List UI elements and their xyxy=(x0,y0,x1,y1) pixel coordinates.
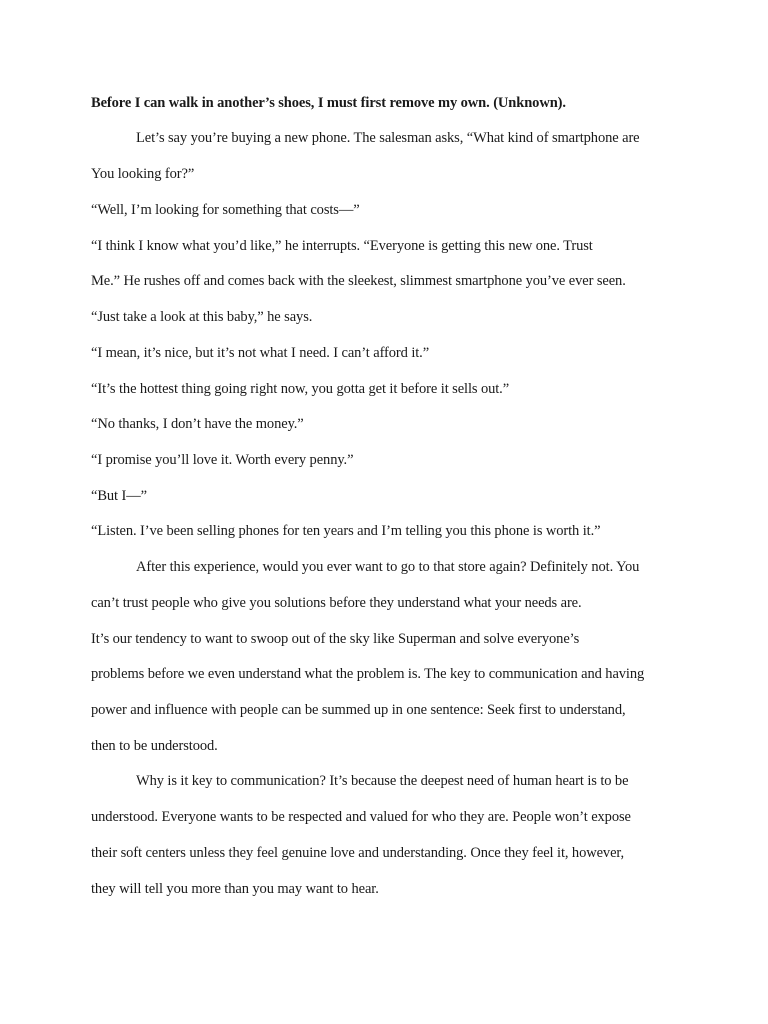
document-title: Before I can walk in another’s shoes, I must first remove my own. (Unknown). xyxy=(91,95,566,111)
dialogue-line: Me.” He rushes off and comes back with the sleekest, slimmest smartphone you’ve ever seen. xyxy=(91,273,626,289)
dialogue-line: “No thanks, I don’t have the money.” xyxy=(91,416,304,432)
dialogue-line: “I think I know what you’d like,” he interrupts. “Everyone is getting this new one. Trust xyxy=(91,238,593,254)
paragraph-line: It’s our tendency to want to swoop out of the sky like Superman and solve everyone’s xyxy=(91,631,580,647)
dialogue-line: “But I—” xyxy=(91,488,147,504)
paragraph-line: their soft centers unless they feel genuine love and understanding. Once they feel it, however, xyxy=(91,845,625,861)
dialogue-line: “It’s the hottest thing going right now, you gotta get it before it sells out.” xyxy=(91,381,510,397)
dialogue-line: “Well, I’m looking for something that costs—” xyxy=(91,202,360,218)
dialogue-line: “Listen. I’ve been selling phones for ten years and I’m telling you this phone is worth it.” xyxy=(91,523,601,539)
paragraph-line: Let’s say you’re buying a new phone. The salesman asks, “What kind of smartphone are xyxy=(136,130,640,146)
dialogue-line: “I promise you’ll love it. Worth every penny.” xyxy=(91,452,354,468)
dialogue-line: “I mean, it’s nice, but it’s not what I need. I can’t afford it.” xyxy=(91,345,430,361)
paragraph-line: problems before we even understand what the problem is. The key to communication and having xyxy=(91,666,645,682)
paragraph-line: can’t trust people who give you solutions before they understand what your needs are. xyxy=(91,595,582,611)
paragraph-line: power and influence with people can be summed up in one sentence: Seek first to understand, xyxy=(91,702,626,718)
paragraph-line: Why is it key to communication? It’s because the deepest need of human heart is to be xyxy=(136,773,629,789)
paragraph-line: You looking for?” xyxy=(91,166,195,182)
paragraph-line: After this experience, would you ever want to go to that store again? Definitely not. You xyxy=(136,559,640,575)
dialogue-line: “Just take a look at this baby,” he says. xyxy=(91,309,313,325)
paragraph-line: then to be understood. xyxy=(91,738,218,754)
paragraph-line: they will tell you more than you may want to hear. xyxy=(91,881,379,897)
paragraph-line: understood. Everyone wants to be respected and valued for who they are. People won’t expose xyxy=(91,809,631,825)
